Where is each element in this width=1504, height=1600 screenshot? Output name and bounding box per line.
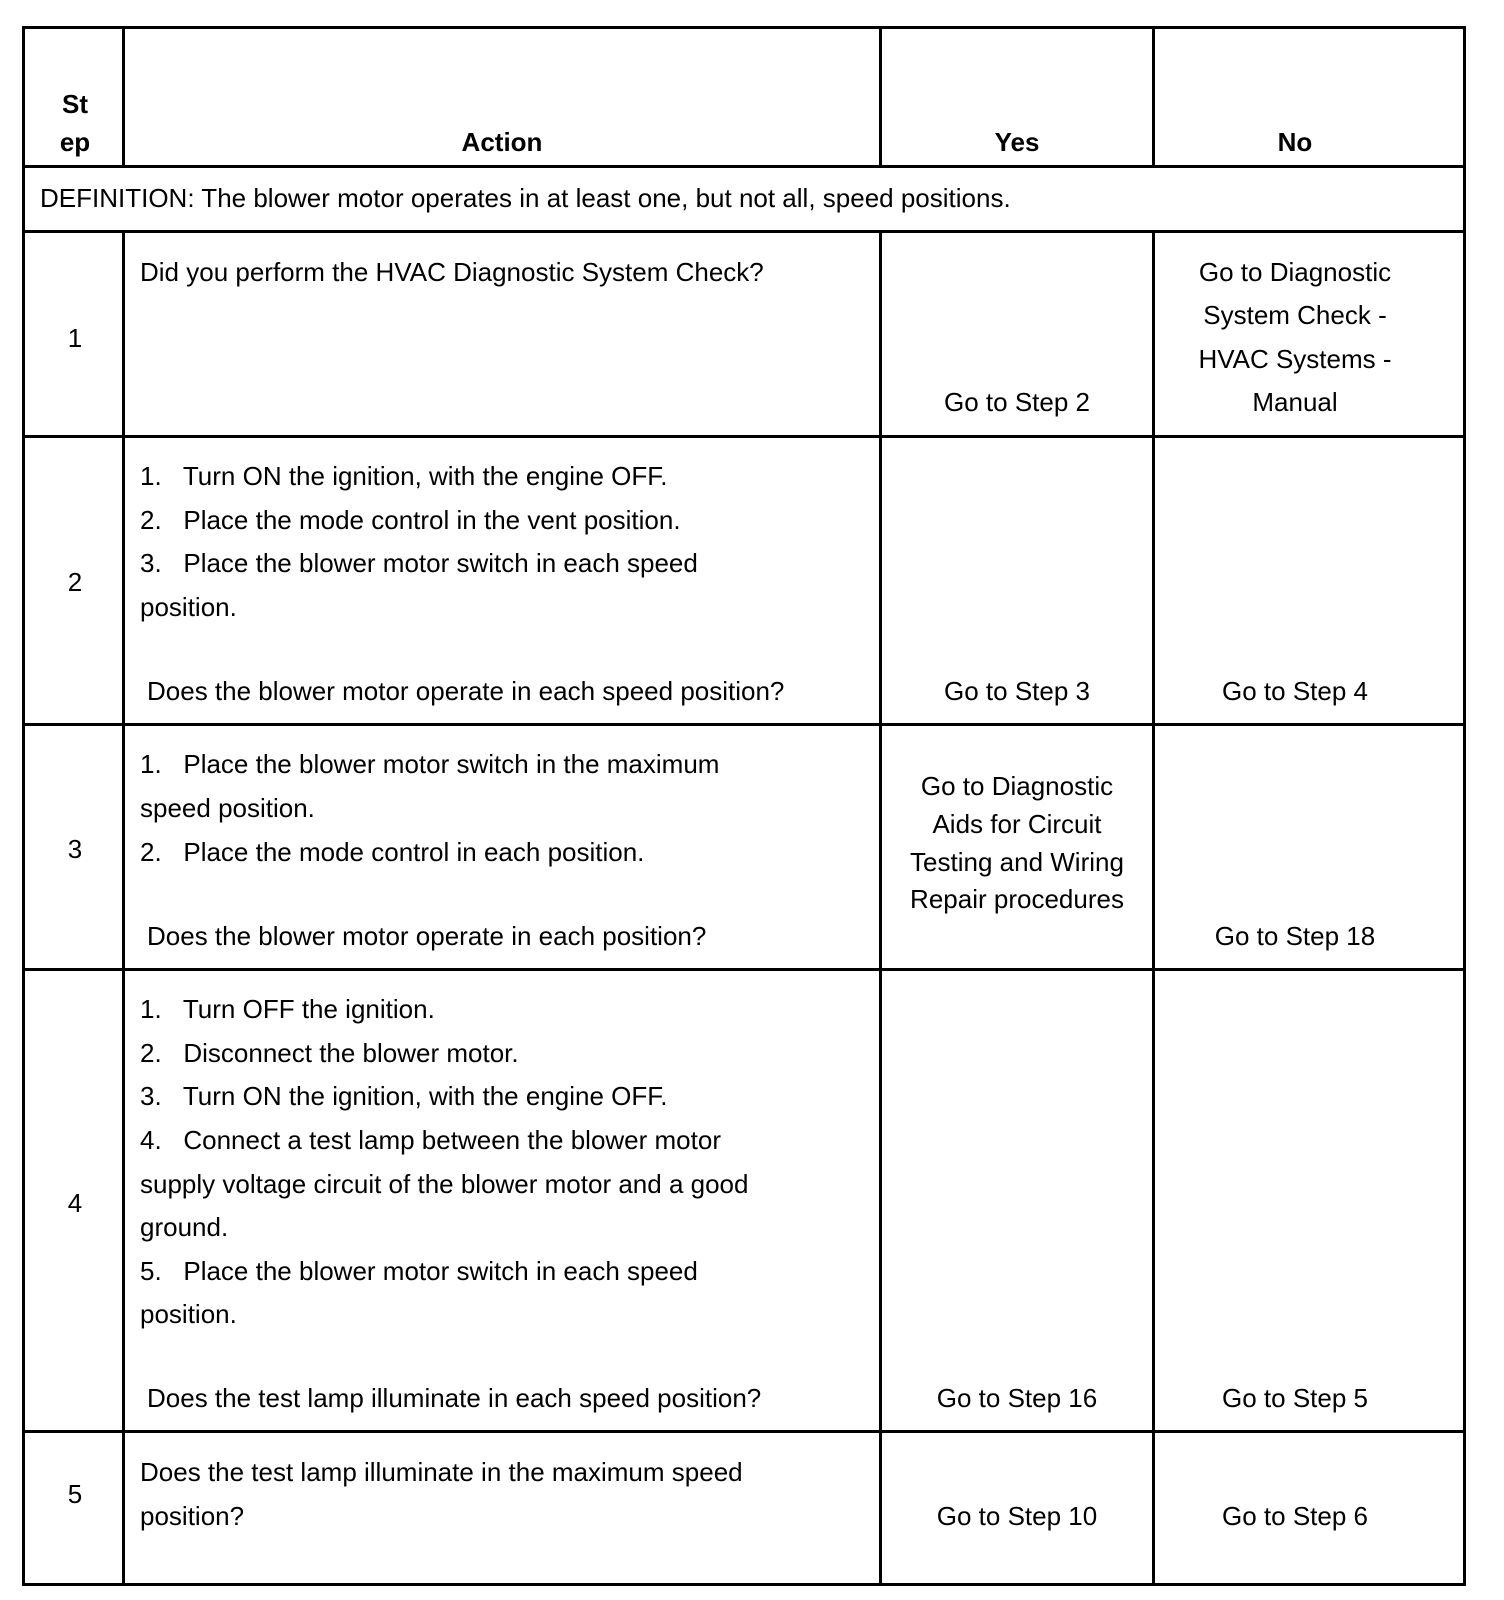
step-number: 1 [67,323,83,353]
action-line: 1. Place the blower motor switch in the maximum [140,749,720,779]
yes-cell: Aids for Circuit [932,809,1102,839]
row-4-rule [25,1430,1463,1433]
action-line: supply voltage circuit of the blower motor and a good [140,1169,749,1199]
row-2-rule [25,723,1463,726]
action-line: 2. Disconnect the blower motor. [140,1038,519,1068]
row-3-rule [25,968,1463,971]
action-line: position? [140,1501,245,1531]
step-number: 5 [67,1479,83,1509]
action-question: Does the test lamp illuminate in each speed position? [147,1383,762,1413]
definition-rule [25,230,1463,233]
step-number: 3 [67,834,83,864]
action-line: 2. Place the mode control in each position. [140,837,645,867]
yes-cell: Repair procedures [910,884,1124,914]
action-line: ground. [140,1212,229,1242]
action-line: speed position. [140,793,315,823]
header-yes: Yes [994,127,1040,157]
action-line: position. [140,592,237,622]
action-line: Did you perform the HVAC Diagnostic System Check? [140,257,764,287]
col-rule [122,230,125,1586]
col-rule [1152,230,1155,1586]
no-cell: Go to Step 6 [1222,1501,1368,1531]
action-line: position. [140,1299,237,1329]
step-number: 4 [67,1188,83,1218]
header-action: Action [461,127,543,157]
yes-cell: Go to Step 3 [944,676,1090,706]
header-no: No [1277,127,1313,157]
action-line: 5. Place the blower motor switch in each speed [140,1256,698,1286]
action-line: 2. Place the mode control in the vent position. [140,505,681,535]
diagnostic-table [22,26,1466,1586]
header-step: ep [59,127,91,157]
row-1-rule [25,435,1463,438]
no-cell: Go to Step 18 [1214,921,1376,951]
definition-text: DEFINITION: The blower motor operates in at least one, but not all, speed positions. [40,183,1011,213]
no-cell: Go to Step 4 [1222,676,1368,706]
no-cell: Go to Diagnostic [1198,257,1392,287]
action-question: Does the blower motor operate in each speed position? [147,676,785,706]
header-step: St [62,89,88,119]
no-cell: HVAC Systems - [1198,344,1392,374]
no-cell: System Check - [1203,300,1387,330]
header-rule [25,165,1463,168]
step-number: 2 [67,567,83,597]
action-line: 3. Place the blower motor switch in each speed [140,548,698,578]
yes-cell: Go to Diagnostic [920,771,1114,801]
yes-cell: Testing and Wiring [910,847,1124,877]
no-cell: Go to Step 5 [1222,1383,1368,1413]
yes-cell: Go to Step 2 [944,387,1090,417]
action-line: 3. Turn ON the ignition, with the engine OFF. [140,1081,668,1111]
action-question: Does the blower motor operate in each position? [147,921,707,951]
action-line: 1. Turn OFF the ignition. [140,994,435,1024]
action-line: 1. Turn ON the ignition, with the engine OFF. [140,461,668,491]
yes-cell: Go to Step 16 [936,1383,1098,1413]
no-cell: Manual [1252,387,1338,417]
action-line: 4. Connect a test lamp between the blower motor [140,1125,721,1155]
yes-cell: Go to Step 10 [936,1501,1098,1531]
action-line: Does the test lamp illuminate in the maximum speed [140,1457,743,1487]
